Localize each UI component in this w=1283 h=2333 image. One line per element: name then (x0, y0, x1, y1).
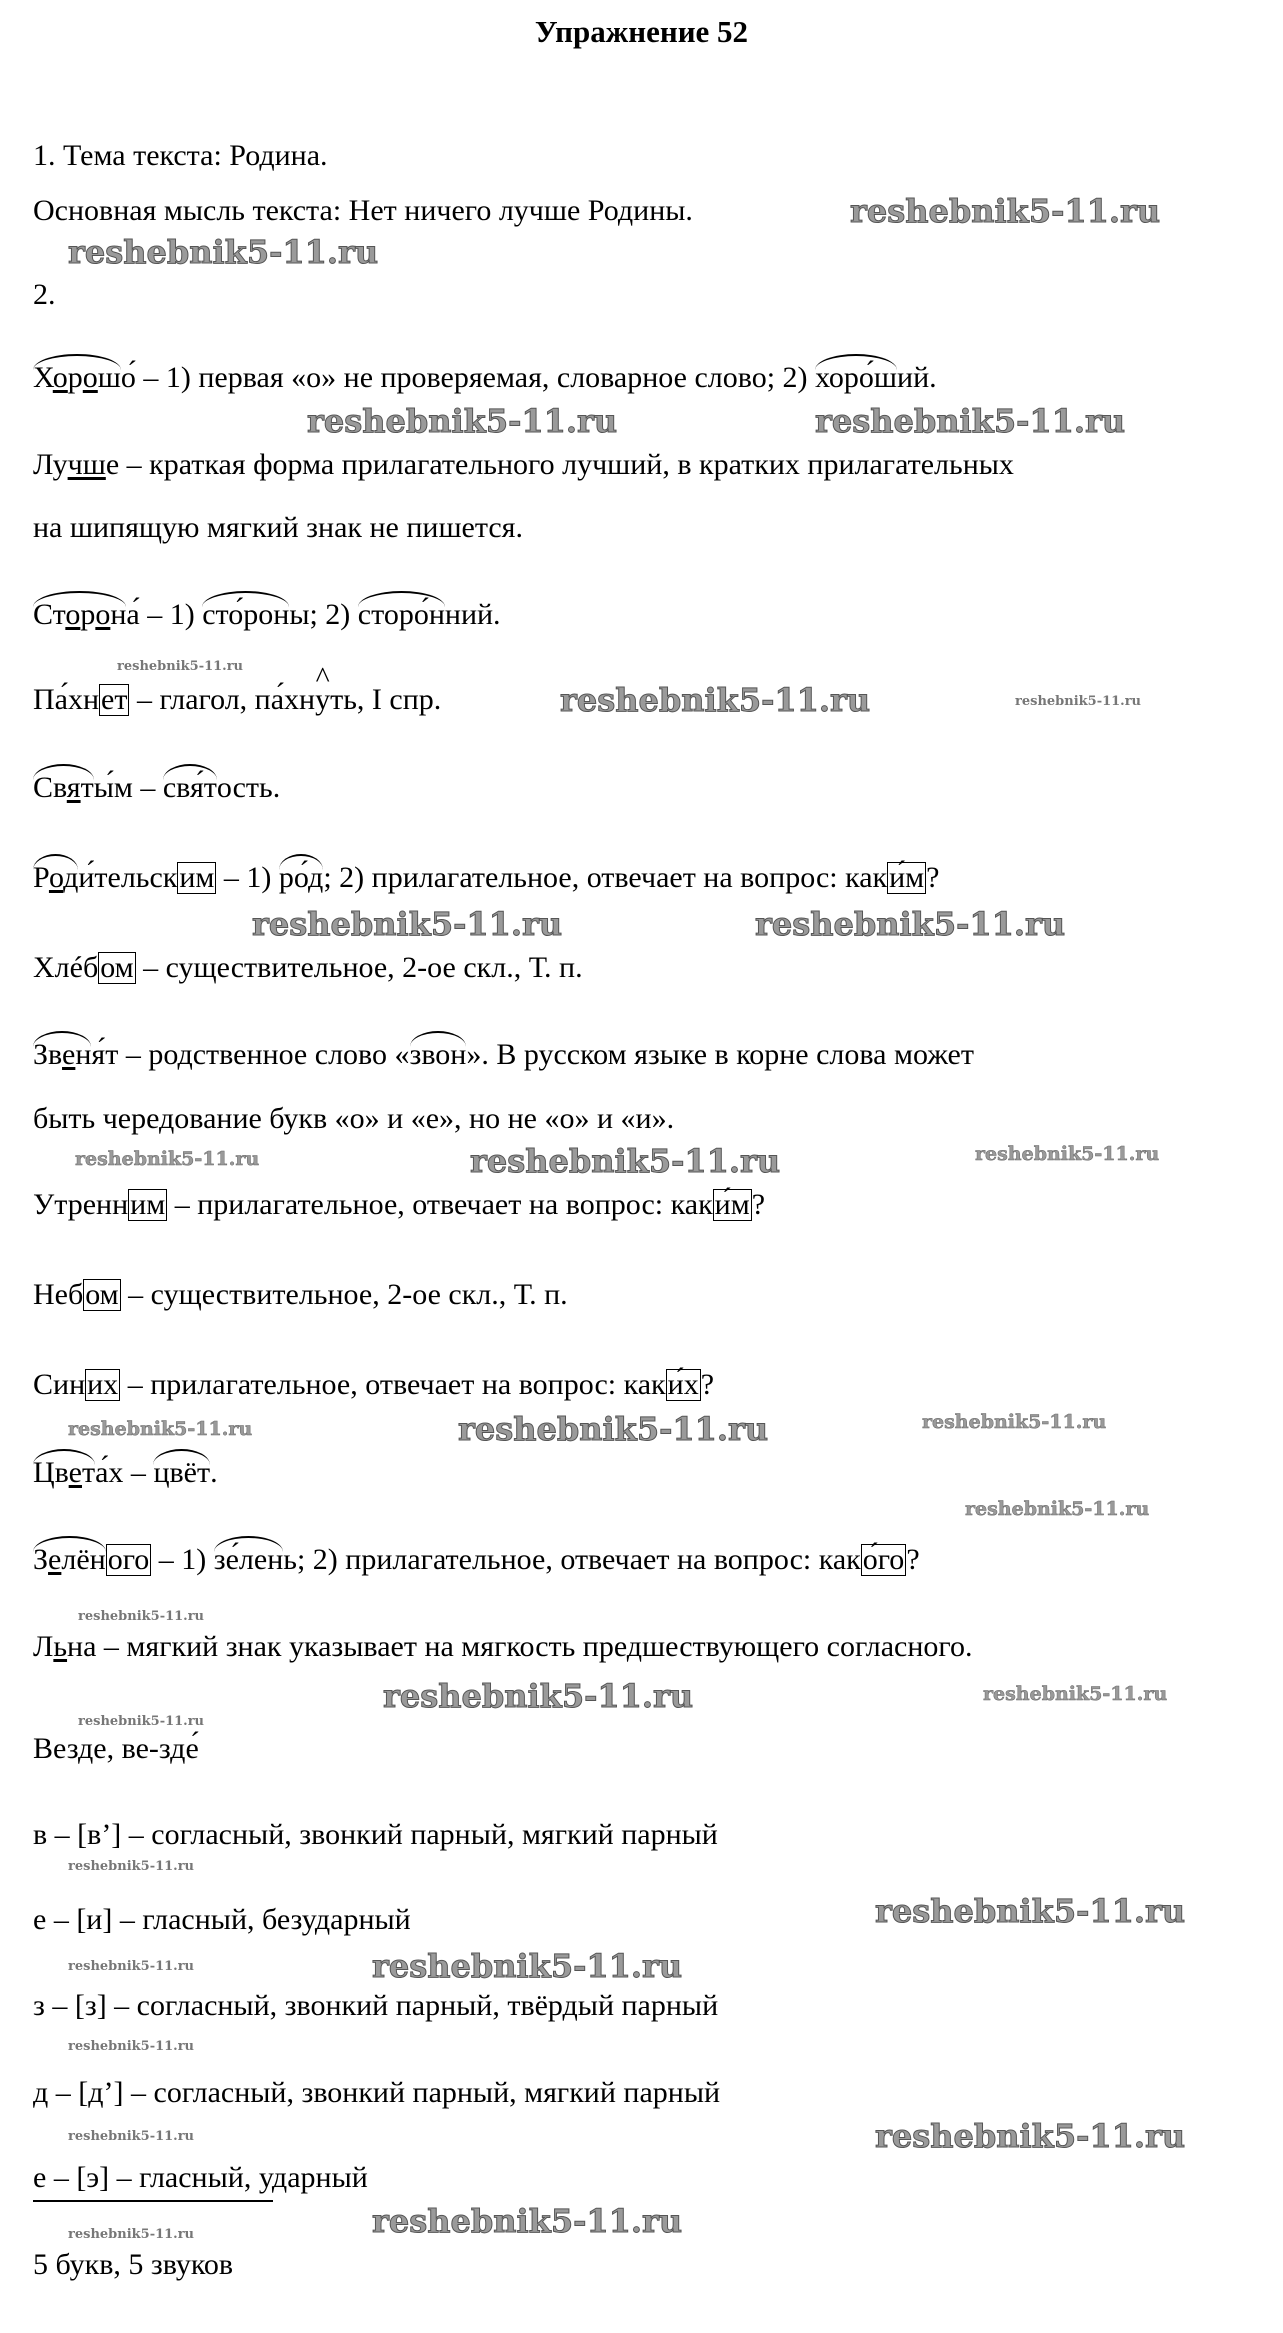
text-line (33, 2247, 233, 2283)
text-segment: – 1) (216, 861, 279, 894)
text-segment: сторо́н (357, 598, 445, 631)
text-segment: быть чередование букв «о» и «е», но не «о» и «и». (33, 1102, 675, 1135)
underlined-letter: е (48, 1543, 62, 1576)
root-mark (358, 597, 445, 633)
text-segment: хоро́ш (815, 361, 898, 394)
text-segment: ? (700, 1368, 715, 1401)
text-line (33, 1731, 199, 1767)
text-segment: звон (409, 1038, 467, 1071)
text-segment: д (63, 861, 79, 894)
root-mark (202, 597, 289, 633)
text-segment: ий. (897, 361, 937, 394)
watermark: reshebnik5-11.ru (117, 659, 244, 674)
text-line (33, 1629, 972, 1665)
text-line (33, 950, 583, 986)
watermark: reshebnik5-11.ru (875, 1892, 1186, 1930)
text-line (33, 510, 523, 546)
root-mark (279, 860, 323, 896)
text-segment: ы́м – (93, 771, 163, 804)
text-segment: Зв (33, 1038, 63, 1071)
text-segment: Ст (33, 598, 66, 631)
text-line (33, 860, 939, 896)
watermark: reshebnik5-11.ru (372, 1947, 683, 1985)
watermark: reshebnik5-11.ru (922, 1411, 1107, 1433)
text-segment: е – краткая форма прилагательного лучший, в кратких прилагательных (105, 448, 1014, 481)
text-line (33, 360, 937, 396)
text-segment: ; 2) прилагательное, отвечает на вопрос: как (323, 861, 888, 894)
text-segment: Основная мысль текста: Нет ничего лучше Родины. (33, 194, 693, 227)
text-line (33, 597, 501, 633)
watermark: reshebnik5-11.ru (68, 2039, 195, 2054)
watermark: reshebnik5-11.ru (470, 1142, 781, 1180)
page-title: Упражнение 52 (534, 14, 749, 49)
ending-mark: ом (85, 1278, 119, 1311)
text-segment: 1. Тема текста: Родина. (33, 139, 328, 172)
text-segment: . (210, 1456, 218, 1489)
underlined-letter: о (48, 861, 64, 894)
text-segment: т (80, 771, 94, 804)
text-line (33, 770, 280, 806)
root-mark (33, 770, 94, 806)
text-line (33, 682, 441, 718)
text-line (33, 447, 1014, 483)
watermark: reshebnik5-11.ru (383, 1677, 694, 1715)
text-segment: Па́хн (33, 683, 100, 716)
watermark: reshebnik5-11.ru (975, 1143, 1160, 1165)
text-segment: Лу (33, 448, 68, 481)
ending-mark: о́го (862, 1543, 905, 1576)
text-segment: я́т – родственное слово « (91, 1038, 410, 1071)
watermark: reshebnik5-11.ru (78, 1609, 205, 1624)
watermark: reshebnik5-11.ru (75, 1148, 260, 1170)
root-mark (33, 1542, 106, 1578)
text-segment: ы; 2) (289, 598, 358, 631)
text-line (33, 1817, 718, 1853)
text-segment: – глагол, па́хн (129, 683, 316, 716)
ending-mark: ого (107, 1543, 150, 1576)
watermark: reshebnik5-11.ru (68, 1859, 195, 1874)
text-segment: ш (97, 361, 121, 394)
root-mark (815, 360, 897, 396)
watermark: reshebnik5-11.ru (68, 1418, 253, 1440)
watermark: reshebnik5-11.ru (458, 1410, 769, 1448)
text-line (33, 2160, 368, 2196)
ending-mark: ом (100, 951, 134, 984)
watermark: reshebnik5-11.ru (372, 2202, 683, 2240)
ending-mark: и́м (714, 1188, 750, 1221)
text-segment: ? (751, 1188, 766, 1221)
root-mark (33, 1037, 91, 1073)
text-segment: Л (33, 1630, 54, 1663)
text-line (33, 1101, 674, 1137)
ending-mark: им (130, 1188, 166, 1221)
suffix-mark: ^ у (315, 682, 330, 718)
text-segment: Везде, ве-зде́ (33, 1732, 199, 1765)
underlined-letter: о (65, 598, 81, 631)
text-segment: свя́т (162, 771, 217, 804)
text-segment: ний. (444, 598, 501, 631)
text-segment: на шипящую мягкий знак не пишется. (33, 511, 523, 544)
underlined-letter: е (62, 1038, 76, 1071)
watermark: reshebnik5-11.ru (815, 402, 1126, 440)
underlined-letter: чш (67, 448, 106, 481)
watermark: reshebnik5-11.ru (983, 1683, 1168, 1705)
text-line (33, 1367, 714, 1403)
text-segment: Цв (33, 1456, 69, 1489)
text-segment: Хлéб (33, 951, 99, 984)
text-segment: ». В русском языке в корне слова может (466, 1038, 974, 1071)
text-segment: р (67, 361, 83, 394)
ending-mark: ет (101, 683, 128, 716)
text-segment: Неб (33, 1278, 84, 1311)
root-mark (214, 1542, 284, 1578)
underlined-letter: я (66, 771, 81, 804)
text-line (33, 1902, 411, 1938)
watermark: reshebnik5-11.ru (68, 1959, 195, 1974)
text-segment: р (80, 598, 96, 631)
text-segment: – 1) (151, 1543, 214, 1576)
text-segment: – прилагательное, отвечает на вопрос: как (120, 1368, 666, 1401)
text-line (33, 138, 328, 174)
text-segment: – прилагательное, отвечает на вопрос: как (167, 1188, 713, 1221)
text-segment: в – [в’] – согласный, звонкий парный, мягкий парный (33, 1818, 718, 1851)
text-segment: н (110, 598, 127, 631)
divider-line (33, 2200, 273, 2202)
text-line (33, 193, 693, 229)
ending-mark: их (87, 1368, 119, 1401)
text-segment: н (75, 1038, 92, 1071)
watermark: reshebnik5-11.ru (307, 402, 618, 440)
text-segment: ость. (216, 771, 281, 804)
text-segment: а́х – (95, 1456, 154, 1489)
text-segment: зе́лен (213, 1543, 284, 1576)
text-segment: лён (61, 1543, 106, 1576)
root-mark (163, 770, 217, 806)
text-line (33, 2075, 720, 2111)
text-segment: е – [и] – гласный, безударный (33, 1903, 411, 1936)
watermark: reshebnik5-11.ru (1015, 694, 1142, 709)
text-line (33, 1037, 974, 1073)
text-segment: – существительное, 2-ое скл., Т. п. (120, 1278, 568, 1311)
ending-mark: и́х (667, 1368, 699, 1401)
ending-mark: им (179, 861, 215, 894)
underlined-letter: е (68, 1456, 82, 1489)
watermark: reshebnik5-11.ru (78, 1714, 205, 1729)
text-line (33, 1187, 765, 1223)
text-segment: Утренн (33, 1188, 129, 1221)
text-segment: сто́рон (202, 598, 290, 631)
watermark: reshebnik5-11.ru (850, 192, 1161, 230)
underlined-letter: ь (53, 1630, 68, 1663)
watermark: reshebnik5-11.ru (252, 905, 563, 943)
text-segment: е – [э] – гласный, ударный (33, 2161, 368, 2194)
text-segment: Син (33, 1368, 86, 1401)
text-segment: з – [з] – согласный, звонкий парный, твёрдый парный (33, 1989, 719, 2022)
text-segment: т (81, 1456, 96, 1489)
text-segment: на – мягкий знак указывает на мягкость предшествующего согласного. (67, 1630, 973, 1663)
text-segment: ро́д (278, 861, 324, 894)
text-segment: 5 букв, 5 звуков (33, 2248, 234, 2281)
text-segment: ? (906, 1543, 920, 1576)
watermark: reshebnik5-11.ru (875, 2117, 1186, 2155)
watermark: reshebnik5-11.ru (560, 681, 871, 719)
text-segment: Р (33, 861, 49, 894)
text-segment: и́тельск (78, 861, 178, 894)
root-mark (33, 360, 121, 396)
text-segment: д – [д’] – согласный, звонкий парный, мягкий парный (33, 2076, 721, 2109)
underlined-letter: о (95, 598, 111, 631)
text-segment: 2. (33, 278, 56, 311)
text-line (33, 1988, 718, 2024)
underlined-letter: о (52, 361, 68, 394)
watermark: reshebnik5-11.ru (68, 233, 379, 271)
text-segment: Св (33, 771, 67, 804)
watermark: reshebnik5-11.ru (755, 905, 1066, 943)
text-segment: а́ – 1) (126, 598, 203, 631)
watermark: reshebnik5-11.ru (68, 2227, 195, 2242)
watermark: reshebnik5-11.ru (965, 1498, 1150, 1520)
underlined-letter: о (82, 361, 98, 394)
root-mark (33, 597, 126, 633)
root-mark (153, 1455, 210, 1491)
text-segment: Х (33, 361, 53, 394)
text-segment: – существительное, 2-ое скл., Т. п. (135, 951, 583, 984)
text-segment: цвёт (153, 1456, 211, 1489)
text-segment: ть, I спр. (330, 683, 442, 716)
text-segment: ь; 2) прилагательное, отвечает на вопрос: как (283, 1543, 861, 1576)
root-mark (410, 1037, 467, 1073)
text-segment: ? (926, 861, 940, 894)
text-segment: З (33, 1543, 49, 1576)
text-line (33, 1277, 568, 1313)
text-line (33, 277, 56, 313)
text-segment: о́ – 1) первая «о» не проверяемая, словарное слово; 2) (120, 361, 816, 394)
ending-mark: и́м (889, 861, 925, 894)
text-line (33, 1455, 218, 1491)
root-mark (33, 860, 78, 896)
watermark: reshebnik5-11.ru (68, 2129, 195, 2144)
text-line (33, 1542, 920, 1578)
root-mark (33, 1455, 95, 1491)
